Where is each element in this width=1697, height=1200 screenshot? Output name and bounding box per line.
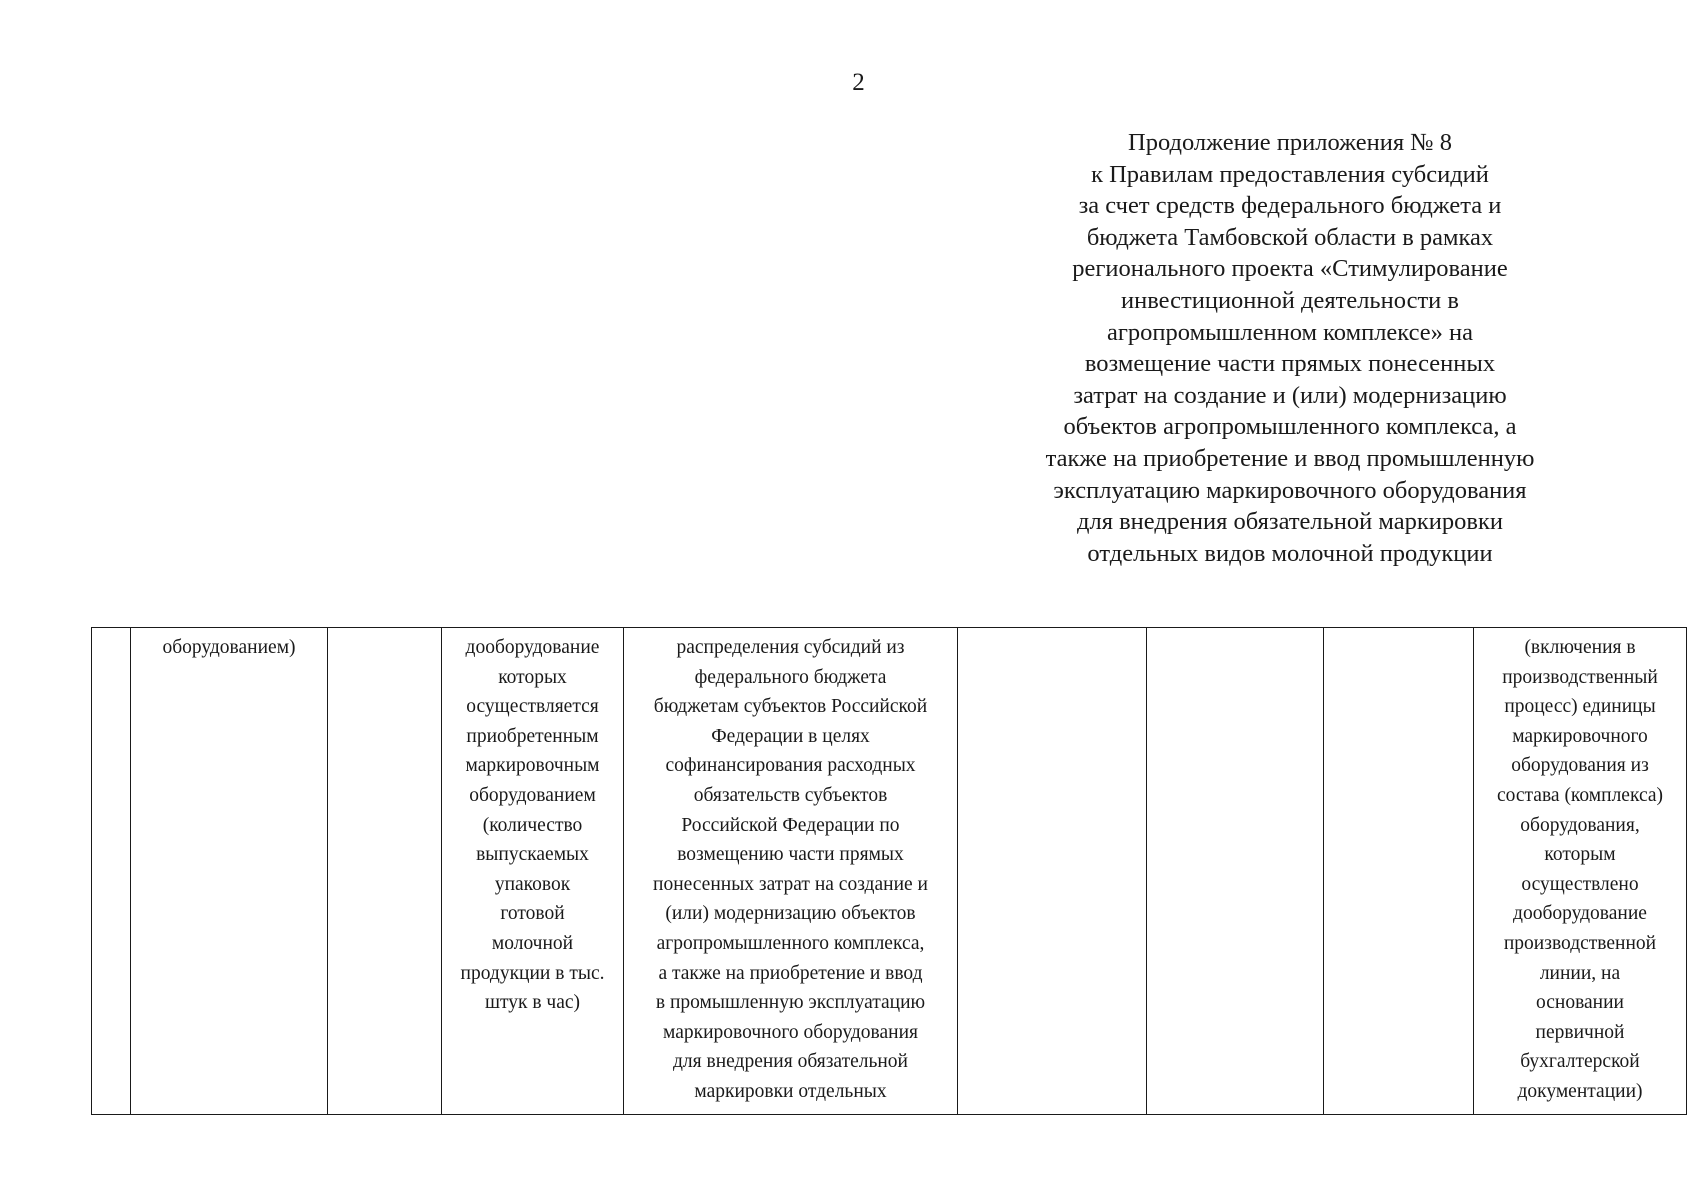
table-cell-empty bbox=[1324, 628, 1474, 1115]
cell-line: понесенных затрат на создание и bbox=[653, 873, 928, 895]
cell-line: бюджетам субъектов Российской bbox=[653, 696, 928, 718]
table-cell-empty bbox=[328, 628, 442, 1115]
cell-line: дооборудование bbox=[465, 637, 600, 658]
cell-line: линии, на bbox=[1539, 962, 1621, 984]
cell-line: оборудования из bbox=[1511, 755, 1649, 777]
cell-line: которым bbox=[1544, 844, 1616, 866]
table-row bbox=[92, 628, 1687, 1115]
table-cell-empty bbox=[1147, 628, 1324, 1115]
heading-line: Продолжение приложения № 8 bbox=[1128, 129, 1452, 156]
table-cell-basis bbox=[624, 628, 958, 1115]
heading-line: бюджета Тамбовской области в рамках bbox=[1086, 223, 1494, 251]
heading-line: инвестиционной деятельности в bbox=[1121, 286, 1459, 314]
heading-line: за счет средств федерального бюджета и bbox=[1078, 192, 1502, 220]
cell-line: штук в час) bbox=[484, 992, 581, 1014]
cell-line: Федерации в целях bbox=[711, 725, 870, 747]
cell-line: которых bbox=[498, 666, 567, 688]
cell-line: для внедрения обязательной bbox=[672, 1051, 908, 1073]
cell-line: маркировочным bbox=[465, 755, 600, 777]
cell-line: состава (комплекса) bbox=[1497, 784, 1663, 806]
cell-line: первичной bbox=[1535, 1021, 1625, 1043]
table-cell-empty bbox=[958, 628, 1147, 1115]
cell-line: дооборудование bbox=[1513, 903, 1647, 925]
cell-line: приобретенным bbox=[466, 725, 599, 747]
cell-line: возмещению части прямых bbox=[677, 844, 904, 866]
cell-line: производственной bbox=[1503, 932, 1657, 954]
cell-line: а также на приобретение и ввод bbox=[658, 962, 923, 984]
table-cell-commissioning bbox=[1474, 628, 1687, 1115]
heading-line: для внедрения обязательной маркировки bbox=[1077, 508, 1503, 536]
cell-line: оборудованием bbox=[469, 784, 596, 806]
cell-line: продукции в тыс. bbox=[460, 962, 605, 984]
cell-line: маркировочного bbox=[1512, 725, 1648, 747]
heading-line: отдельных видов молочной продукции bbox=[1087, 539, 1493, 567]
cell-line: софинансирования расходных bbox=[665, 755, 916, 777]
cell-line: (количество bbox=[482, 814, 583, 836]
cell-line: маркировочного оборудования bbox=[662, 1021, 919, 1043]
appendix-heading bbox=[1000, 127, 1580, 569]
cell-line: оборудованием) bbox=[162, 637, 296, 658]
cell-line: упаковок bbox=[494, 873, 571, 895]
cell-line: обязательств субъектов bbox=[693, 784, 888, 806]
heading-line: возмещение части прямых понесенных bbox=[1084, 350, 1496, 378]
cell-line: основании bbox=[1536, 992, 1624, 1014]
cell-line: процесс) единицы bbox=[1504, 696, 1656, 718]
cell-line: производственный bbox=[1502, 666, 1658, 688]
cell-line: (включения в bbox=[1524, 637, 1636, 658]
cell-line: агропромышленного комплекса, bbox=[656, 932, 925, 954]
heading-line: эксплуатацию маркировочного оборудования bbox=[1053, 476, 1527, 504]
table-cell-equipment bbox=[131, 628, 328, 1115]
continuation-table bbox=[91, 627, 1687, 1115]
heading-line: к Правилам предоставления субсидий bbox=[1091, 160, 1489, 188]
cell-line: маркировки отдельных bbox=[694, 1080, 887, 1102]
cell-line: осуществляется bbox=[466, 696, 599, 718]
cell-line: молочной bbox=[491, 932, 574, 954]
cell-line: бухгалтерской bbox=[1520, 1051, 1640, 1073]
cell-line: выпускаемых bbox=[476, 844, 589, 866]
cell-line: оборудования, bbox=[1520, 814, 1640, 836]
heading-line: также на приобретение и ввод промышленную bbox=[1045, 444, 1535, 472]
cell-line: (или) модернизацию объектов bbox=[665, 903, 916, 925]
table-cell-indicator bbox=[442, 628, 624, 1115]
cell-line: готовой bbox=[500, 903, 565, 925]
cell-line: распределения субсидий из bbox=[676, 637, 905, 658]
cell-line: в промышленную эксплуатацию bbox=[655, 992, 926, 1014]
table-cell-number bbox=[92, 628, 131, 1115]
heading-line: регионального проекта «Стимулирование bbox=[1072, 255, 1508, 283]
cell-line: документации) bbox=[1517, 1080, 1643, 1102]
cell-line: осуществлено bbox=[1521, 873, 1639, 895]
heading-line: объектов агропромышленного комплекса, а bbox=[1063, 413, 1517, 441]
page-number: 2 bbox=[852, 69, 865, 96]
heading-line: агропромышленном комплексе» на bbox=[1107, 318, 1473, 346]
cell-line: Российской Федерации по bbox=[681, 814, 900, 836]
cell-line: федерального бюджета bbox=[694, 666, 887, 688]
heading-line: затрат на создание и (или) модернизацию bbox=[1073, 381, 1507, 409]
